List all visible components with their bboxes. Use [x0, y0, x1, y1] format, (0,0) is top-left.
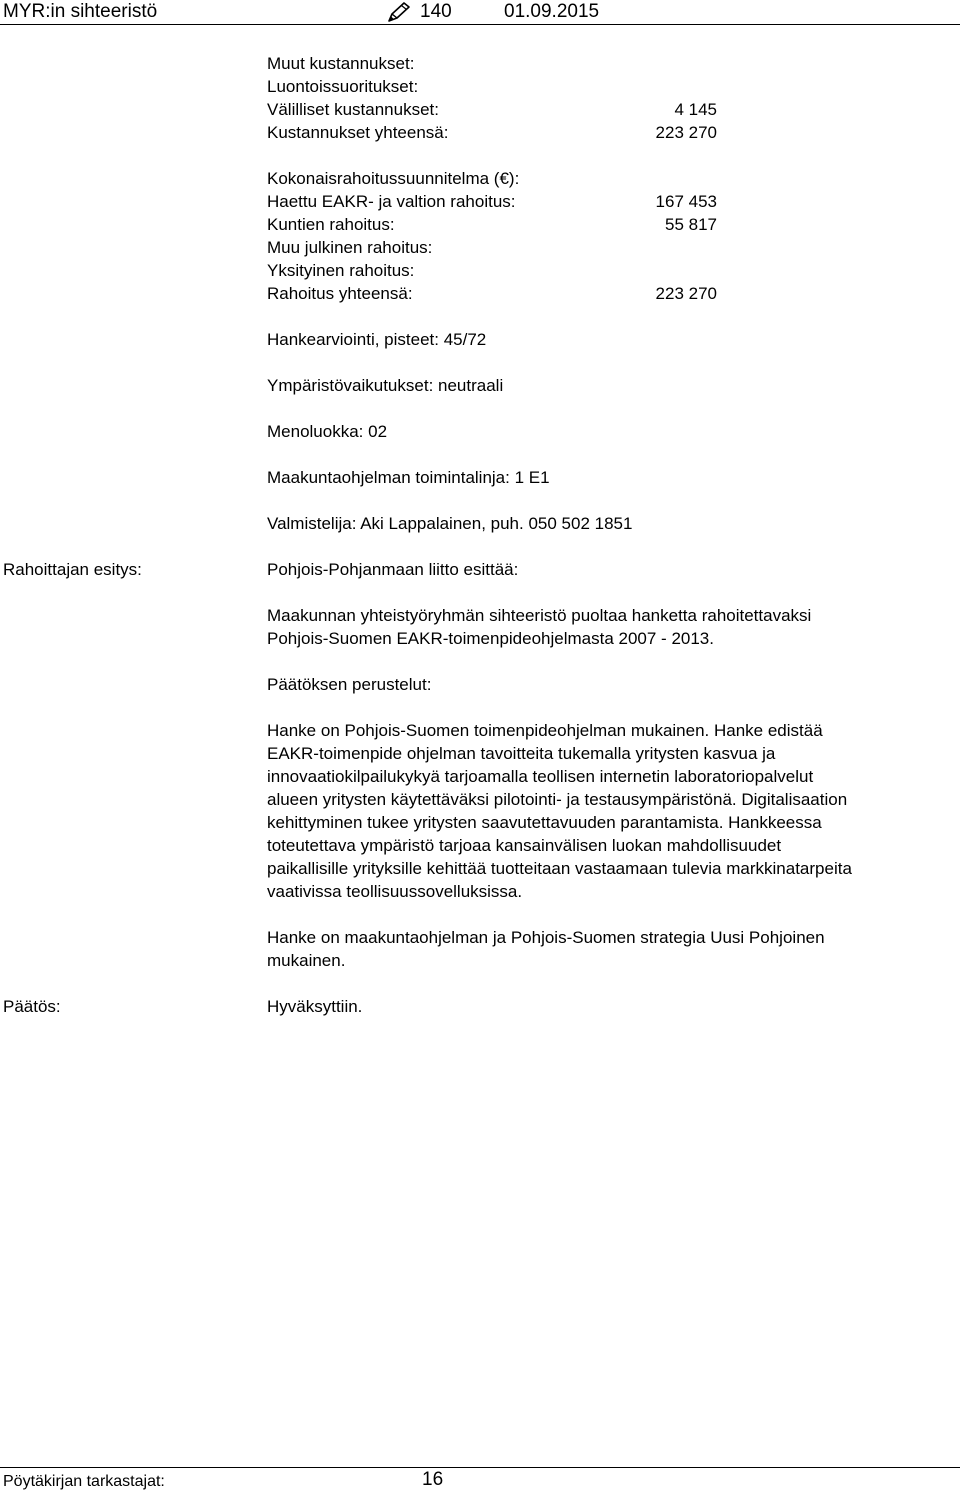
decision-text: Hyväksyttiin. — [267, 997, 363, 1016]
funding-value: 167 453 — [655, 192, 717, 211]
funding-row — [267, 213, 717, 236]
cost-value: 4 145 — [674, 100, 717, 119]
rationale-line: vaativissa teollisuussovelluksissa. — [267, 882, 523, 901]
page-number: 140 — [420, 1, 452, 22]
cost-label: Kustannukset yhteensä: — [267, 123, 449, 142]
document-title: MYR:in sihteeristö — [3, 1, 158, 22]
funding-label: Kokonaisrahoitussuunnitelma (€): — [267, 169, 520, 188]
rationale-line: EAKR-toimenpide ohjelman tavoitteita tukemalla yritysten kasvua ja — [267, 744, 776, 763]
strategy-line: mukainen. — [267, 951, 346, 970]
meeting-date: 01.09.2015 — [504, 1, 600, 22]
cost-row — [267, 75, 717, 98]
cost-value: 223 270 — [655, 123, 717, 142]
funding-label: Kuntien rahoitus: — [267, 215, 395, 234]
header-divider — [0, 24, 960, 25]
funding-row — [267, 236, 717, 259]
proposal-intro: Pohjois-Pohjanmaan liitto esittää: — [267, 560, 519, 579]
proposal-side-label: Rahoittajan esitys: — [3, 560, 142, 579]
funding-total-row — [267, 282, 717, 305]
regional-program-line: Maakuntaohjelman toimintalinja: 1 E1 — [267, 468, 550, 487]
funding-label: Muu julkinen rahoitus: — [267, 238, 433, 257]
expense-class: Menoluokka: 02 — [267, 422, 388, 441]
preparer: Valmistelija: Aki Lappalainen, puh. 050 502 1851 — [267, 514, 633, 533]
rationale-line: alueen yritysten käytettäväksi pilotointi- ja testausympäristönä. Digitalisaation — [267, 790, 848, 809]
pen-icon — [384, 1, 412, 23]
cost-label: Välilliset kustannukset: — [267, 100, 439, 119]
cost-label: Muut kustannukset: — [267, 54, 415, 73]
rationale-line: toteutettava ympäristö tarjoaa kansainvälisen luokan mahdollisuudet — [267, 836, 782, 855]
rationale-heading: Päätöksen perustelut: — [267, 675, 432, 694]
project-score: Hankearviointi, pisteet: 45/72 — [267, 330, 487, 349]
funding-label: Yksityinen rahoitus: — [267, 261, 415, 280]
rationale-line: kehittyminen tukee yritysten saavutettavuuden parantamista. Hankkeessa — [267, 813, 822, 832]
rationale-line: innovaatiokilpailukykyä tarjoamalla teollisen internetin laboratoriopalvelut — [267, 767, 814, 786]
funding-row — [267, 190, 717, 213]
funding-row — [267, 259, 717, 282]
decision-side-label: Päätös: — [3, 997, 61, 1016]
environmental-impact: Ympäristövaikutukset: neutraali — [267, 376, 504, 395]
rationale-line: Hanke on Pohjois-Suomen toimenpideohjelman mukainen. Hanke edistää — [267, 721, 823, 740]
cost-row — [267, 52, 717, 75]
funding-value: 223 270 — [655, 284, 717, 303]
funding-value: 55 817 — [665, 215, 717, 234]
strategy-line: Hanke on maakuntaohjelman ja Pohjois-Suomen strategia Uusi Pohjoinen — [267, 928, 825, 947]
funding-row — [267, 167, 717, 190]
recommendation-line: Pohjois-Suomen EAKR-toimenpideohjelmasta 2007 - 2013. — [267, 629, 714, 648]
recommendation-line: Maakunnan yhteistyöryhmän sihteeristö puoltaa hanketta rahoitettavaksi — [267, 606, 812, 625]
footer-divider — [0, 1467, 960, 1468]
funding-label: Haettu EAKR- ja valtion rahoitus: — [267, 192, 516, 211]
funding-label: Rahoitus yhteensä: — [267, 284, 413, 303]
cost-total-row — [267, 121, 717, 144]
rationale-line: paikallisille yrityksille kehittää tuotteitaan vastaamaan tulevia markkinatarpeita — [267, 859, 852, 878]
footer-page-number: 16 — [422, 1469, 444, 1490]
footer-reviewers-label: Pöytäkirjan tarkastajat: — [3, 1473, 165, 1490]
cost-label: Luontoissuoritukset: — [267, 77, 419, 96]
cost-row — [267, 98, 717, 121]
